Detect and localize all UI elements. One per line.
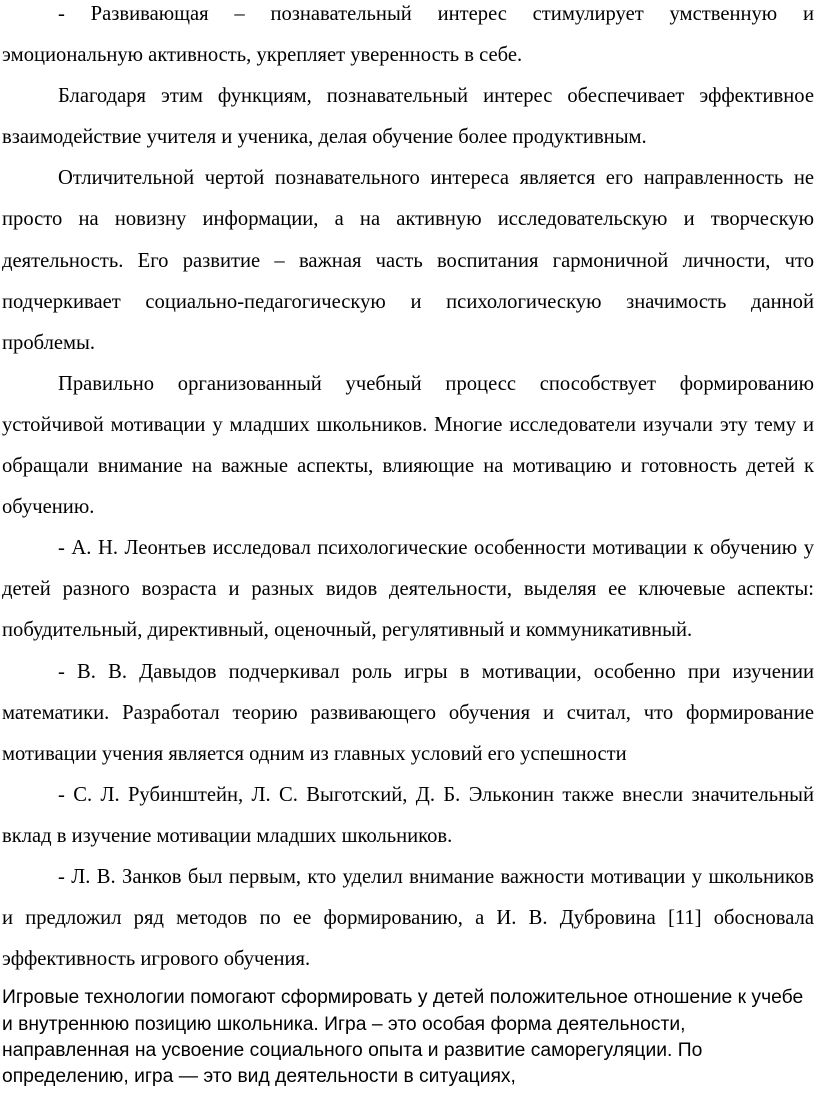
paragraph-learning-process: Правильно организованный учебный процесс способствует формированию устойчивой мотивации у младших школьников. Многие исследователи изучали эту тему и обращали внимание на важные аспекты, влияющие на мотивацию и готовность детей к обучению. [2, 372, 814, 519]
paragraph-functions-summary: Благодаря этим функциям, познавательный интерес обеспечивает эффективное взаимодействие учителя и ученика, делая обучение более продуктивным. [2, 85, 814, 149]
paragraph-zankov-dubrovina: - Л. В. Занков был первым, кто уделил внимание важности мотивации у школьников и предложил ряд методов по ее формированию, а И. В. Дубровина [11] обосновала эффективность игрового обучения. [2, 865, 814, 971]
paragraph-interest-orientation: Отличительной чертой познавательного интереса является его направленность не просто на новизну информации, а на активную исследовательскую и творческую деятельность. Его развитие – важная часть воспитания гармоничной личности, что подчеркивает социально-педагогическую и психологическую значимость данной проблемы. [2, 167, 814, 354]
paragraph-leontiev: - А. Н. Леонтьев исследовал психологические особенности мотивации к обучению у детей разного возраста и разных видов деятельности, выделяя ее ключевые аспекты: побудительный, директивный, оценочный, регулятивный и коммуникативный. [2, 537, 814, 642]
paragraph-developing-function: - Развивающая – познавательный интерес стимулирует умственную и эмоциональную активность, укрепляет уверенность в себе. [2, 3, 814, 67]
paragraph-davydov: - В. В. Давыдов подчеркивал роль игры в мотивации, особенно при изучении математики. Разработал теорию развивающего обучения и считал, что формирование мотивации учения является одним из главных условий его успешности [2, 660, 814, 765]
paragraph-game-technologies: Игровые технологии помогают сформировать у детей положительное отношение к учебе и внутреннюю позицию школьника. Игра – это особая форма деятельности, направленная на усвоение социального опыта и развитие саморегуляции. По определению, игра — это вид деятельности в ситуациях, [2, 987, 804, 1088]
paragraph-rubinstein-vygotsky-elkonin: - С. Л. Рубинштейн, Л. С. Выготский, Д. Б. Эльконин также внесли значительный вклад в изучение мотивации младших школьников. [2, 783, 814, 847]
